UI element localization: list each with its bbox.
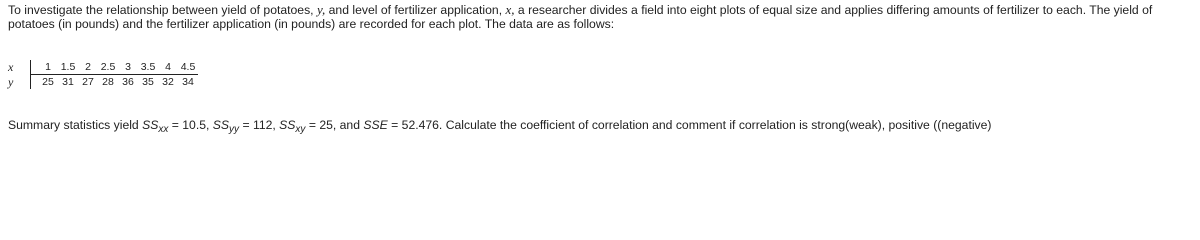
ssxx-symbol: SS — [142, 118, 159, 132]
x-value: 3.5 — [138, 60, 158, 75]
variable-x: x, — [505, 2, 515, 17]
problem-intro — [8, 3, 1194, 31]
summary-statistics — [8, 118, 1194, 135]
variable-y: y, — [316, 2, 326, 17]
ssxy-subscript: xy — [295, 124, 306, 135]
ssxy-symbol: SS — [279, 118, 296, 132]
intro-text-1: To investigate the relationship between yield of potatoes, — [8, 3, 314, 17]
y-value: 32 — [162, 76, 174, 88]
intro-text-3: a researcher divides a field into eight plots of equal size and applies differing amounts of fertilizer to each. The yield of potatoes (in pounds) and the fertilizer application (in pounds) are recorded for each plot. The data are as follows: — [8, 3, 1153, 31]
y-header: y — [8, 75, 31, 90]
ssxx-subscript: xx — [158, 124, 169, 135]
table-row-x — [8, 60, 198, 75]
ssxx-value: = 10.5, — [171, 118, 210, 132]
x-value: 2.5 — [98, 60, 118, 75]
x-value: 4.5 — [178, 60, 198, 75]
x-header: x — [8, 60, 31, 75]
x-value: 4 — [158, 60, 178, 75]
ssyy-value: = 112, — [242, 118, 276, 132]
sse-value-and-question: = 52.476. Calculate the coefficient of correlation and comment if correlation is strong(weak), positive ((negative) — [391, 118, 992, 132]
y-value: 25 — [42, 76, 54, 88]
sse-symbol: SSE — [363, 118, 388, 132]
ssyy-symbol: SS — [212, 118, 230, 132]
y-value: 35 — [142, 76, 154, 88]
table-row-y — [8, 75, 198, 90]
y-value: 34 — [182, 76, 194, 88]
ssyy-subscript: yy — [229, 124, 240, 135]
summary-lead: Summary statistics yield — [8, 118, 139, 132]
y-value: 36 — [122, 76, 134, 88]
x-value: 1 — [31, 60, 59, 75]
y-value: 28 — [102, 76, 114, 88]
data-table — [8, 60, 198, 89]
ssxy-value: = 25, and — [308, 118, 360, 132]
x-value: 3 — [118, 60, 138, 75]
y-value: 27 — [82, 76, 94, 88]
x-value: 1.5 — [58, 60, 78, 75]
y-value: 31 — [62, 76, 74, 88]
intro-text-2: and level of fertilizer application, — [328, 3, 503, 17]
x-value: 2 — [78, 60, 98, 75]
